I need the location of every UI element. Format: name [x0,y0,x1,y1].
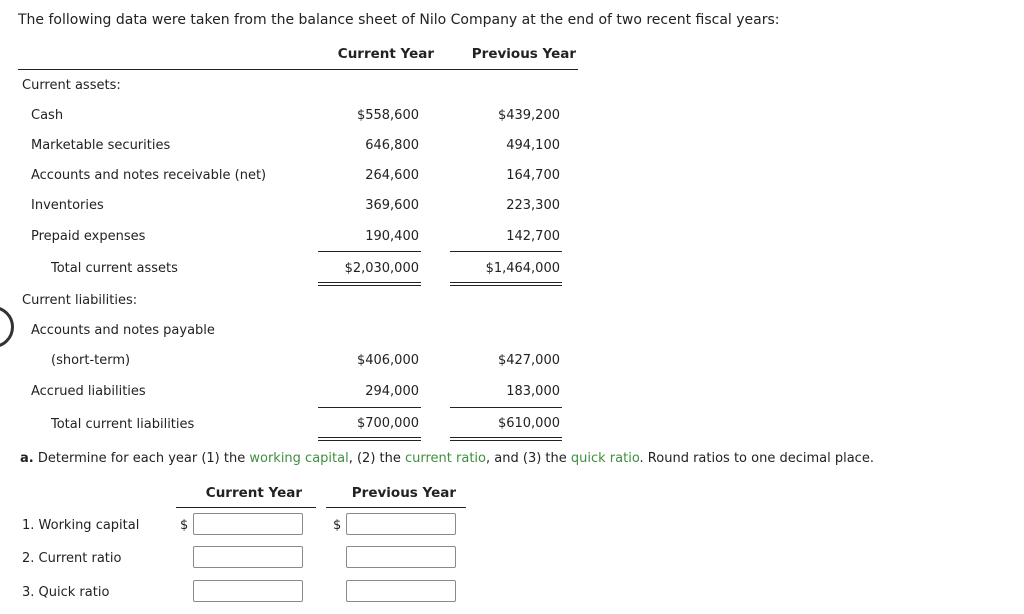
total-current-assets-current: $2,030,000 [344,261,419,276]
cash-previous: $439,200 [497,108,560,123]
question-text [20,451,874,466]
working-capital-link[interactable]: working capital [249,451,349,466]
total-current-liabilities-previous: $610,000 [497,416,560,431]
working-capital-previous-input[interactable] [346,513,456,535]
header-rule [18,69,578,70]
row-label-cash: Cash [31,108,64,123]
row-label-accounts-payable: Accounts and notes payable [31,323,215,338]
liabilities-double-rule-previous [450,437,562,441]
quick-ratio-previous-input[interactable] [346,580,456,602]
total-current-assets-previous: $1,464,000 [485,261,560,276]
receivables-current: 264,600 [365,168,419,183]
accounts-payable-current: $406,000 [356,353,419,368]
current-ratio-link[interactable]: current ratio [405,451,487,466]
accrued-liabilities-current: 294,000 [365,384,419,399]
row-label-prepaid-expenses: Prepaid expenses [31,229,146,244]
inventories-current: 369,600 [365,198,419,213]
current-ratio-previous-input[interactable] [346,546,456,568]
intro-text: The following data were taken from the balance sheet of Nilo Company at the end of two recent fiscal years: [18,12,780,28]
answer-header-previous: Previous Year [351,485,456,501]
question-prefix: a. [20,451,34,466]
accrued-liabilities-previous: 183,000 [506,384,560,399]
prepaid-expenses-previous: 142,700 [506,229,560,244]
row-label-marketable-securities: Marketable securities [31,138,171,153]
answer-label-current-ratio: 2. Current ratio [22,551,122,566]
total-double-rule-previous [450,282,562,286]
prepaid-expenses-current: 190,400 [365,229,419,244]
subtotal-rule-previous [450,251,562,252]
column-header-current: Current Year [337,46,434,62]
total-current-liabilities-current: $700,000 [356,416,419,431]
answer-label-working-capital: 1. Working capital [22,518,140,533]
currency-symbol-current: $ [180,518,189,533]
marketable-securities-previous: 494,100 [506,138,560,153]
cash-current: $558,600 [356,108,419,123]
subtotal-rule-current [318,251,421,252]
column-header-previous: Previous Year [471,46,576,62]
answer-header-rule-current [176,507,316,508]
accounts-payable-previous: $427,000 [497,353,560,368]
current-assets-heading: Current assets: [22,78,121,93]
liabilities-double-rule-current [318,437,421,441]
row-label-inventories: Inventories [31,198,104,213]
row-label-accounts-payable-cont: (short-term) [51,353,131,368]
quick-ratio-current-input[interactable] [193,580,303,602]
question-part4: . Round ratios to one decimal place. [639,451,874,466]
inventories-previous: 223,300 [506,198,560,213]
total-double-rule-current [318,282,421,286]
answer-label-quick-ratio: 3. Quick ratio [22,585,110,600]
receivables-previous: 164,700 [506,168,560,183]
answer-header-current: Current Year [205,485,302,501]
row-label-total-current-assets: Total current assets [51,261,178,276]
question-part1: Determine for each year (1) the [33,451,250,466]
answer-header-rule-previous [326,507,466,508]
current-ratio-current-input[interactable] [193,546,303,568]
question-part2: , (2) the [348,451,405,466]
page-edge-circle-mark [0,306,14,348]
marketable-securities-current: 646,800 [365,138,419,153]
row-label-accrued-liabilities: Accrued liabilities [31,384,146,399]
working-capital-current-input[interactable] [193,513,303,535]
currency-symbol-previous: $ [333,518,342,533]
current-liabilities-heading: Current liabilities: [22,293,138,308]
row-label-total-current-liabilities: Total current liabilities [51,417,195,432]
row-label-receivables: Accounts and notes receivable (net) [31,168,267,183]
liabilities-rule-previous [450,407,562,408]
quick-ratio-link[interactable]: quick ratio [570,451,640,466]
liabilities-rule-current [318,407,421,408]
question-part3: , and (3) the [486,451,571,466]
